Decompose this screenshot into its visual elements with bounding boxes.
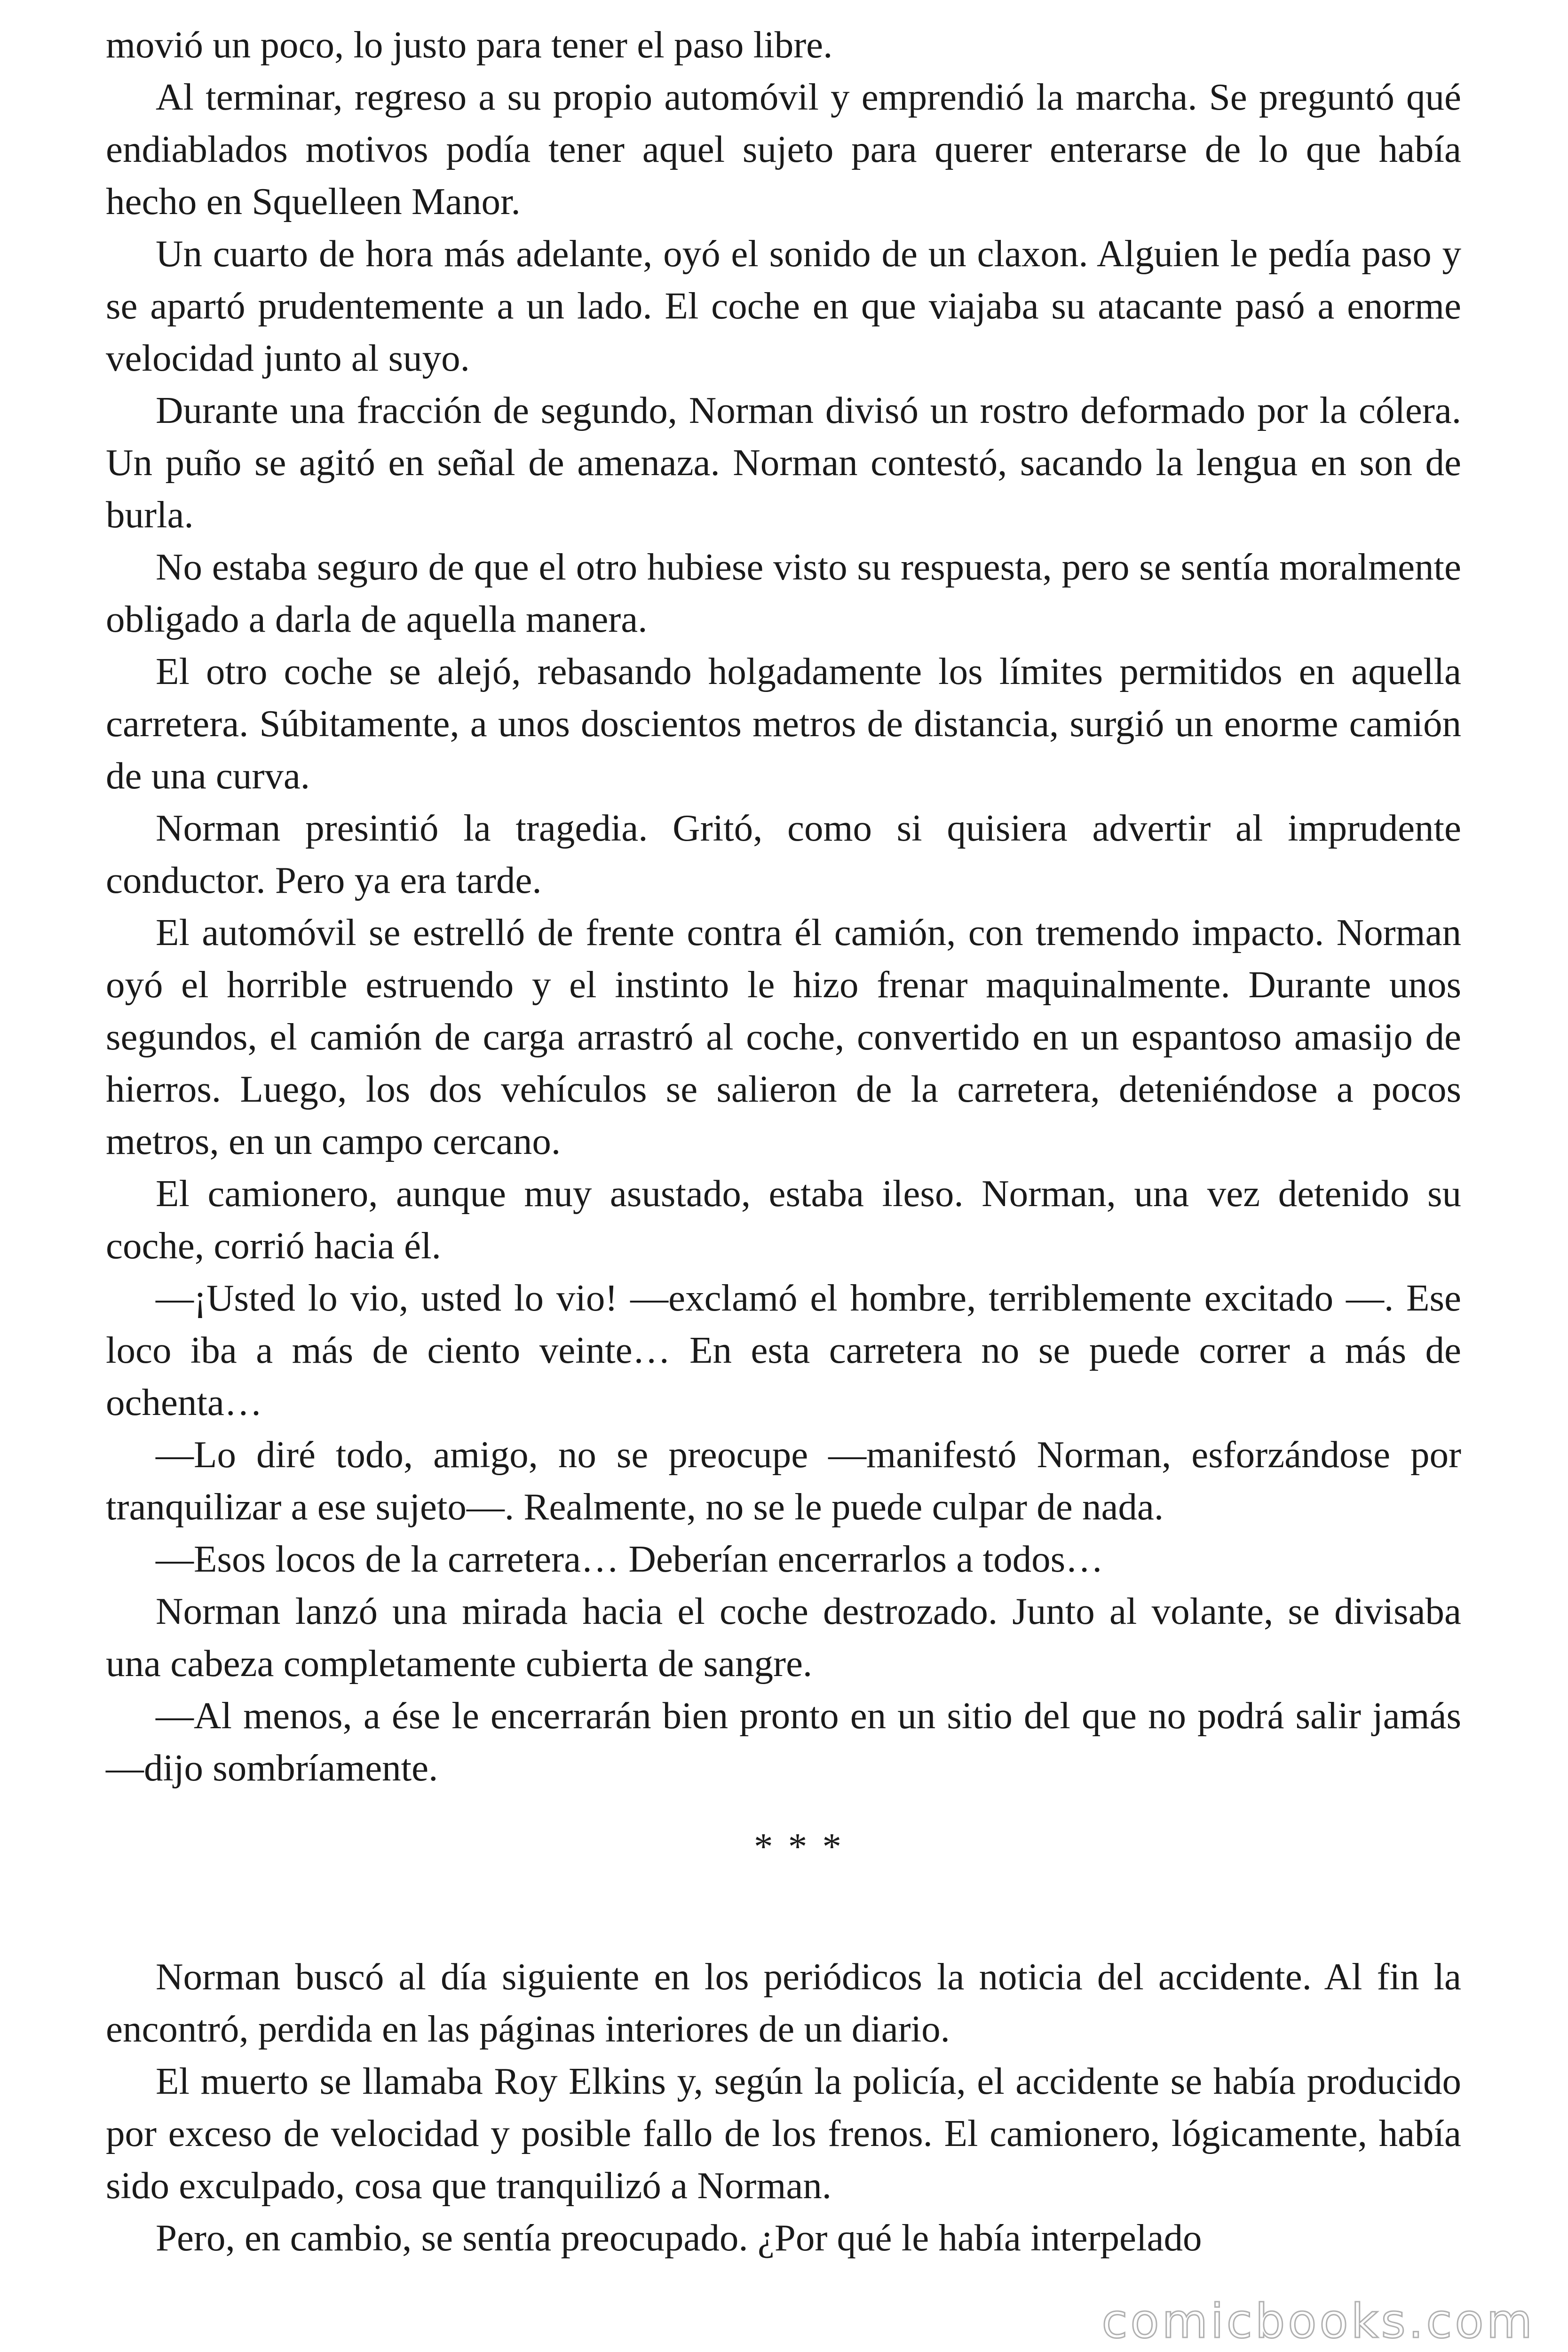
dialogue-paragraph: —Al menos, a ése le encerrarán bien pronto en un sitio del que no podrá salir jamás —dijo sombríamente.	[106, 1694, 1461, 1789]
paragraph: Un cuarto de hora más adelante, oyó el sonido de un claxon. Alguien le pedía paso y se apartó prudentemente a un lado. El coche en que viajaba su atacante pasó a enorme velocidad junto al suyo.	[106, 232, 1461, 379]
dialogue-paragraph: —¡Usted lo vio, usted lo vio! —exclamó el hombre, terriblemente excitado —. Ese loco iba a más de ciento veinte… En esta carretera no se puede correr a más de ochenta…	[106, 1277, 1461, 1423]
paragraph: Norman presintió la tragedia. Gritó, como si quisiera advertir al imprudente conductor. Pero ya era tarde.	[106, 807, 1461, 901]
paragraph: El automóvil se estrelló de frente contra él camión, con tremendo impacto. Norman oyó el horrible estruendo y el instinto le hizo frenar maquinalmente. Durante unos segundos, el camión de carga arrastró al coche, convertido en un espantoso amasijo de hierros. Luego, los dos vehículos se salieron de la carretera, deteniéndose a pocos metros, en un campo cercano.	[106, 911, 1461, 1162]
dialogue-paragraph: —Lo diré todo, amigo, no se preocupe —manifestó Norman, esforzándose por tranquilizar a ese sujeto—. Realmente, no se le puede culpar de nada.	[106, 1433, 1461, 1528]
paragraph: Norman buscó al día siguiente en los periódicos la noticia del accidente. Al fin la encontró, perdida en las páginas interiores de un diario.	[106, 1955, 1461, 2050]
paragraph: No estaba seguro de que el otro hubiese visto su respuesta, pero se sentía moralmente obligado a darla de aquella manera.	[106, 546, 1461, 640]
paragraph: El camionero, aunque muy asustado, estaba ileso. Norman, una vez detenido su coche, corrió hacia él.	[106, 1172, 1461, 1267]
paragraph: Durante una fracción de segundo, Norman divisó un rostro deformado por la cólera. Un puño se agitó en señal de amenaza. Norman contestó, sacando la lengua en son de burla.	[106, 389, 1461, 536]
paragraph: Pero, en cambio, se sentía preocupado. ¿Por qué le había interpelado	[156, 2217, 1202, 2259]
page-body	[106, 19, 1461, 2264]
dialogue-paragraph: —Esos locos de la carretera… Deberían encerrarlos a todos…	[156, 1538, 1104, 1580]
watermark: comicbooks.com	[1101, 2294, 1535, 2349]
paragraph: movió un poco, lo justo para tener el paso libre.	[106, 24, 833, 66]
paragraph: El muerto se llamaba Roy Elkins y, según la policía, el accidente se había producido por exceso de velocidad y posible fallo de los frenos. El camionero, lógicamente, había sido exculpado, cosa que tranquilizó a Norman.	[106, 2060, 1461, 2207]
paragraph: El otro coche se alejó, rebasando holgadamente los límites permitidos en aquella carretera. Súbitamente, a unos doscientos metros de distancia, surgió un enorme camión de una curva.	[106, 650, 1461, 797]
scene-break: * * *	[754, 1825, 844, 1867]
paragraph: Norman lanzó una mirada hacia el coche destrozado. Junto al volante, se divisaba una cabeza completamente cubierta de sangre.	[106, 1590, 1461, 1685]
paragraph: Al terminar, regreso a su propio automóvil y emprendió la marcha. Se preguntó qué endiablados motivos podía tener aquel sujeto para querer enterarse de lo que había hecho en Squelleen Manor.	[106, 76, 1461, 222]
